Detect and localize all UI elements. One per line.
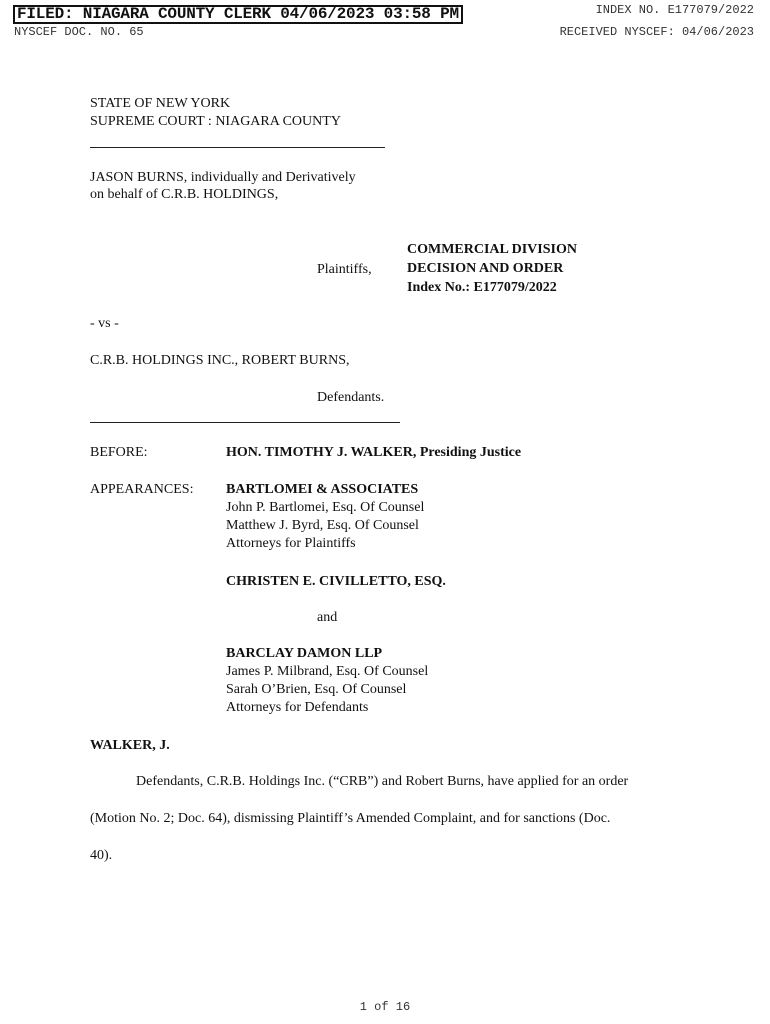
before-label: BEFORE: bbox=[90, 445, 148, 460]
judge-signature: WALKER, J. bbox=[90, 738, 170, 753]
defense-attorney-name: CHRISTEN E. CIVILLETTO, ESQ. bbox=[226, 574, 446, 589]
paragraph-line-2: (Motion No. 2; Doc. 64), dismissing Plaintiff’s Amended Complaint, and for sanctions (Doc. bbox=[90, 811, 611, 826]
defense-counsel-2: Sarah O’Brien, Esq. Of Counsel bbox=[226, 682, 407, 697]
plaintiff-counsel-2: Matthew J. Byrd, Esq. Of Counsel bbox=[226, 518, 419, 533]
plaintiff-name-line1: JASON BURNS, individually and Derivatively bbox=[90, 170, 356, 185]
case-index-number: Index No.: E177079/2022 bbox=[407, 280, 557, 295]
filed-stamp: FILED: NIAGARA COUNTY CLERK 04/06/2023 03:58 PM bbox=[13, 5, 463, 24]
plaintiff-firm-name: BARTLOMEI & ASSOCIATES bbox=[226, 482, 419, 497]
paragraph-line-1: Defendants, C.R.B. Holdings Inc. (“CRB”) and Robert Burns, have applied for an order bbox=[136, 774, 629, 789]
plaintiff-counsel-block bbox=[226, 481, 424, 553]
doc-number: NYSCEF DOC. NO. 65 bbox=[14, 25, 144, 39]
defendants-label: Defendants. bbox=[317, 390, 385, 405]
defendants-names: C.R.B. HOLDINGS INC., ROBERT BURNS, bbox=[90, 353, 350, 368]
and-separator: and bbox=[317, 610, 338, 625]
plaintiff-name-line2: on behalf of C.R.B. HOLDINGS, bbox=[90, 187, 279, 202]
index-number: INDEX NO. E177079/2022 bbox=[595, 3, 754, 17]
versus: - vs - bbox=[90, 316, 119, 331]
defense-firm-name: BARCLAY DAMON LLP bbox=[226, 646, 383, 661]
court-name-line1: STATE OF NEW YORK bbox=[90, 96, 231, 111]
received-date: RECEIVED NYSCEF: 04/06/2023 bbox=[559, 25, 754, 39]
plaintiff-counsel-role: Attorneys for Plaintiffs bbox=[226, 536, 356, 551]
document-type-line2: DECISION AND ORDER bbox=[407, 261, 564, 276]
appearances-label: APPEARANCES: bbox=[90, 482, 194, 497]
plaintiffs-label: Plaintiffs, bbox=[317, 262, 372, 277]
caption-rule-bottom bbox=[90, 422, 400, 423]
defense-counsel-block bbox=[226, 645, 428, 717]
caption-rule-top bbox=[90, 147, 385, 148]
document-type-line1: COMMERCIAL DIVISION bbox=[407, 242, 577, 257]
paragraph-line-3: 40). bbox=[90, 848, 113, 863]
court-name-line2: SUPREME COURT : NIAGARA COUNTY bbox=[90, 114, 341, 129]
presiding-judge: HON. TIMOTHY J. WALKER, Presiding Justice bbox=[226, 445, 522, 460]
defense-counsel-role: Attorneys for Defendants bbox=[226, 700, 369, 715]
page-number: 1 of 16 bbox=[359, 1000, 411, 1014]
defense-counsel-1: James P. Milbrand, Esq. Of Counsel bbox=[226, 664, 429, 679]
plaintiff-counsel-1: John P. Bartlomei, Esq. Of Counsel bbox=[226, 500, 425, 515]
